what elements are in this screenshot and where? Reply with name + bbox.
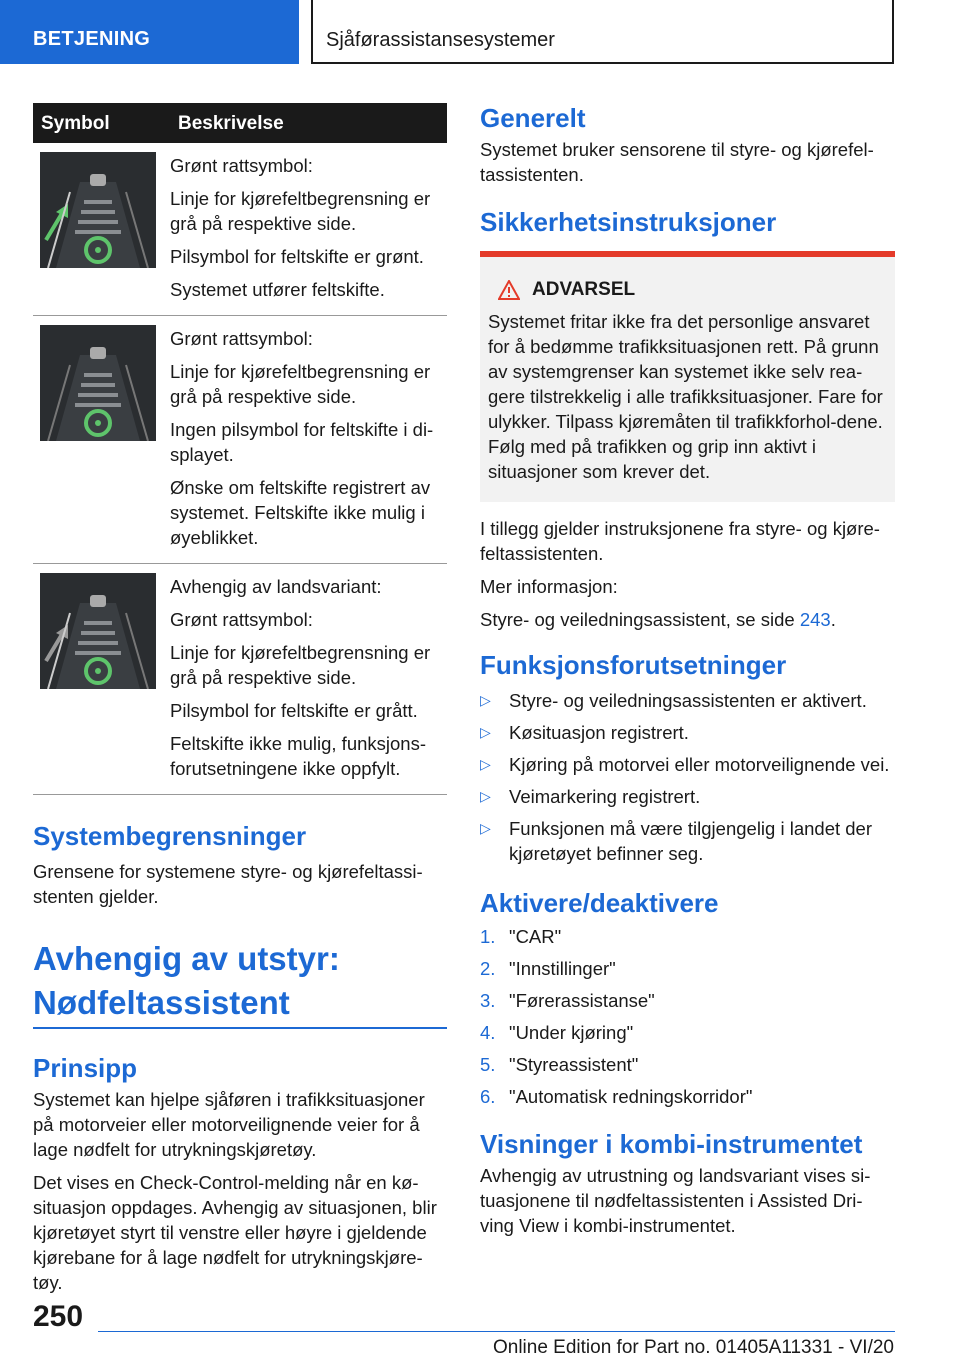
list-item bbox=[480, 1020, 895, 1045]
lane-keeping-icon bbox=[40, 325, 156, 441]
step-number: 5. bbox=[480, 1054, 496, 1075]
warning-triangle-icon bbox=[498, 280, 520, 300]
lane-change-icon bbox=[40, 152, 156, 268]
step-number: 1. bbox=[480, 926, 496, 947]
list-item bbox=[480, 988, 895, 1013]
list-item bbox=[480, 1084, 895, 1109]
symbol-table bbox=[33, 103, 447, 795]
step-text: "Førerassistanse" bbox=[509, 990, 655, 1011]
triangle-bullet-icon: ▷ bbox=[480, 788, 491, 804]
main-heading-line1: Avhengig av utstyr: bbox=[33, 940, 340, 977]
row3-line2: Grønt rattsymbol: bbox=[170, 609, 313, 630]
warning-box bbox=[480, 251, 895, 502]
header-section-tab bbox=[0, 0, 299, 64]
steps-list bbox=[480, 924, 895, 1109]
right-column bbox=[480, 103, 895, 1246]
row3-line1: Avhengig av landsvariant: bbox=[170, 576, 382, 597]
triangle-bullet-icon: ▷ bbox=[480, 820, 491, 836]
footer-divider bbox=[98, 1331, 895, 1332]
header-chapter-label: Sjåførassistansesystemer bbox=[326, 29, 555, 51]
funksjonsforutsetninger-heading: Funksjonsforutsetninger bbox=[480, 650, 787, 680]
prinsipp-heading: Prinsipp bbox=[33, 1053, 138, 1083]
tillegg-text: I tillegg gjelder instruksjonene fra styre- og kjøre-feltassistenten. bbox=[480, 518, 880, 564]
step-text: "CAR" bbox=[509, 926, 562, 947]
mer-info-text: Mer informasjon: bbox=[480, 576, 618, 597]
visninger-text: Avhengig av utrustning og landsvariant vises si-tuasjonene til nødfeltassistenten i Assisted Dri-ving View i kombi-instrumentet. bbox=[480, 1165, 871, 1236]
row3-line5: Feltskifte ikke mulig, funksjons-forutsetningene ikke oppfylt. bbox=[170, 733, 427, 779]
list-item bbox=[480, 956, 895, 981]
table-row bbox=[33, 316, 447, 564]
generelt-text: Systemet bruker sensorene til styre- og kjørefel-tassistenten. bbox=[480, 139, 874, 185]
left-column bbox=[33, 103, 447, 1303]
list-item bbox=[480, 1052, 895, 1077]
row1-line2: Linje for kjørefeltbegrensning er grå på respektive side. bbox=[170, 188, 431, 234]
main-heading-block bbox=[33, 937, 447, 1029]
visninger-heading: Visninger i kombi-instrumentet bbox=[480, 1129, 863, 1159]
list-item-text: Køsituasjon registrert. bbox=[509, 722, 689, 743]
warning-title: ADVARSEL bbox=[532, 279, 636, 300]
aktivere-heading: Aktivere/deaktivere bbox=[480, 888, 719, 918]
list-item-text: Kjøring på motorvei eller motorveilignende vei. bbox=[509, 754, 890, 775]
row1-line3: Pilsymbol for feltskifte er grønt. bbox=[170, 246, 424, 267]
list-item bbox=[480, 688, 895, 713]
step-text: "Innstillinger" bbox=[509, 958, 616, 979]
list-item-text: Funksjonen må være tilgjengelig i landet der kjøretøyet befinner seg. bbox=[509, 818, 873, 864]
reference-label: Styre- og veiledningsassistent, se side bbox=[480, 609, 800, 630]
page-243-link[interactable]: 243 bbox=[799, 609, 831, 630]
list-item bbox=[480, 784, 895, 809]
systembegrensninger-text: Grensene for systemene styre- og kjørefeltassi-stenten gjelder. bbox=[33, 861, 423, 907]
step-number: 3. bbox=[480, 990, 496, 1011]
list-item-text: Styre- og veiledningsassistenten er aktivert. bbox=[509, 690, 867, 711]
reference-text bbox=[480, 607, 895, 632]
step-text: "Automatisk redningskorridor" bbox=[509, 1086, 753, 1107]
list-item bbox=[480, 720, 895, 745]
symbol-column-header: Symbol bbox=[33, 103, 170, 143]
step-text: "Under kjøring" bbox=[509, 1022, 634, 1043]
prinsipp-paragraph-2: Det vises en Check-Control-melding når en kø-situasjon oppdages. Avhengig av situasjonen, blir kjøretøyet styrt til venstre eller høyre i gjeldende kjørebane for å lage nødfelt for utrykningskjøre-tøy. bbox=[33, 1172, 437, 1293]
row1-line1: Grønt rattsymbol: bbox=[170, 155, 313, 176]
page-number: 250 bbox=[33, 1300, 84, 1333]
header-chapter-tab bbox=[311, 0, 894, 64]
sikkerhet-heading: Sikkerhetsinstruksjoner bbox=[480, 207, 777, 237]
step-number: 4. bbox=[480, 1022, 496, 1043]
lane-change-gray-icon bbox=[40, 573, 156, 689]
step-number: 2. bbox=[480, 958, 496, 979]
requirements-list bbox=[480, 688, 895, 866]
row2-line1: Grønt rattsymbol: bbox=[170, 328, 313, 349]
table-row bbox=[33, 564, 447, 795]
footer-edition: Online Edition for Part no. 01405A11331 - VI/20 bbox=[492, 1337, 894, 1358]
description-column-header: Beskrivelse bbox=[170, 103, 447, 143]
row2-line2: Linje for kjørefeltbegrensning er grå på respektive side. bbox=[170, 361, 431, 407]
list-item bbox=[480, 924, 895, 949]
systembegrensninger-heading: Systembegrensninger bbox=[33, 821, 307, 851]
prinsipp-paragraph-1: Systemet kan hjelpe sjåføren i trafikksituasjoner på motorveier eller motorveilignende veier for å lage nødfelt for utrykningskjøretøy. bbox=[33, 1089, 425, 1160]
row3-line3: Linje for kjørefeltbegrensning er grå på respektive side. bbox=[170, 642, 431, 688]
list-item bbox=[480, 816, 895, 866]
reference-end: . bbox=[830, 609, 836, 630]
step-text: "Styreassistent" bbox=[509, 1054, 639, 1075]
row2-line4: Ønske om feltskifte registrert av systemet. Feltskifte ikke mulig i øyeblikket. bbox=[170, 477, 431, 548]
generelt-heading: Generelt bbox=[480, 103, 586, 133]
table-row bbox=[33, 143, 447, 316]
main-heading-line2: Nødfeltassistent bbox=[33, 984, 290, 1021]
row3-line4: Pilsymbol for feltskifte er grått. bbox=[170, 700, 418, 721]
row2-line3: Ingen pilsymbol for feltskifte i di-splayet. bbox=[170, 419, 434, 465]
row1-line4: Systemet utfører feltskifte. bbox=[170, 279, 385, 300]
list-item-text: Veimarkering registrert. bbox=[509, 786, 701, 807]
step-number: 6. bbox=[480, 1086, 496, 1107]
triangle-bullet-icon: ▷ bbox=[480, 756, 491, 772]
header-section-label: BETJENING bbox=[33, 28, 151, 50]
triangle-bullet-icon: ▷ bbox=[480, 692, 491, 708]
triangle-bullet-icon: ▷ bbox=[480, 724, 491, 740]
warning-text: Systemet fritar ikke fra det personlige ansvaret for å bedømme trafikksituasjonen rett. På grunn av systemgrenser kan systemet ikke selv rea-gere tilstrekkelig i alle trafikksituasjoner. Fare for ulykker. Tilpass kjøremåten til trafikkforhol-dene. Følg med på trafikken og grip inn aktivt i situasjoner som krever det. bbox=[488, 311, 883, 482]
list-item bbox=[480, 752, 895, 777]
